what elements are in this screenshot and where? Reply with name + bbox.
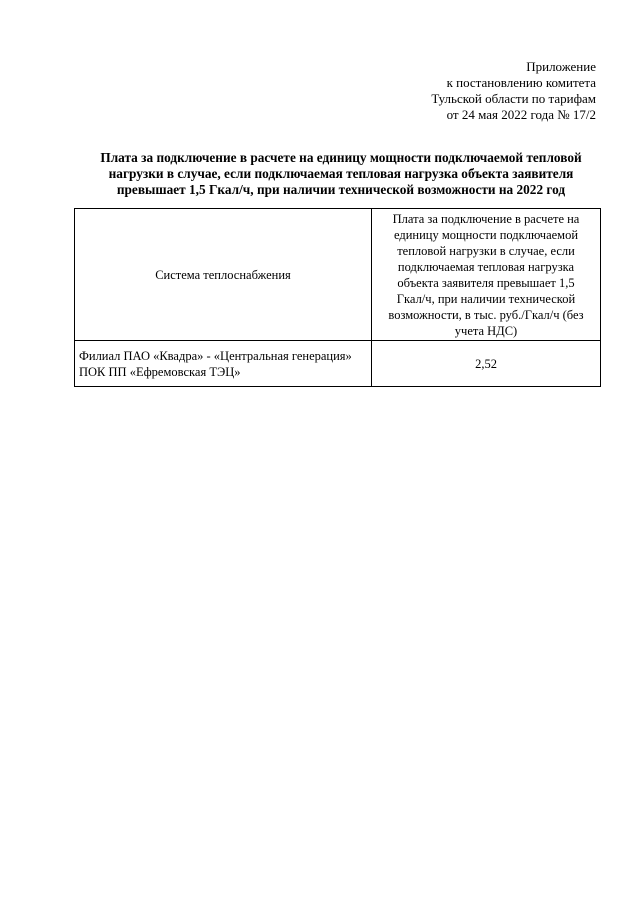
- header-fee-cell: [372, 209, 601, 341]
- header-fee-line: тепловой нагрузки в случае, если: [397, 244, 575, 258]
- appendix-line: Тульской области по тарифам: [431, 91, 596, 106]
- appendix-line: Приложение: [526, 59, 596, 74]
- appendix-line: к постановлению комитета: [446, 75, 596, 90]
- title-line: нагрузки в случае, если подключаемая тепловая нагрузка объекта заявителя: [108, 166, 574, 181]
- header-fee-line: Гкал/ч, при наличии технической: [396, 292, 576, 306]
- appendix-line: от 24 мая 2022 года № 17/2: [446, 107, 596, 122]
- system-name-line: ПОК ПП «Ефремовская ТЭЦ»: [79, 365, 241, 379]
- header-system-cell: Система теплоснабжения: [75, 209, 372, 341]
- appendix-block: [431, 59, 596, 123]
- document-title: [75, 150, 607, 198]
- title-line: Плата за подключение в расчете на единицу мощности подключаемой тепловой: [100, 150, 582, 165]
- header-fee-line: Плата за подключение в расчете на: [392, 212, 580, 226]
- header-fee-line: объекта заявителя превышает 1,5: [397, 276, 575, 290]
- header-fee-line: возможности, в тыс. руб./Гкал/ч (без: [388, 308, 584, 322]
- system-name-line: Филиал ПАО «Квадра» - «Центральная генерация»: [79, 349, 352, 363]
- title-line: превышает 1,5 Гкал/ч, при наличии технической возможности на 2022 год: [116, 182, 566, 197]
- fee-value-cell: 2,52: [372, 341, 601, 387]
- header-fee-line: учета НДС): [454, 324, 518, 338]
- table-header-row: [75, 209, 601, 341]
- header-fee-line: единицу мощности подключаемой: [393, 228, 579, 242]
- table-row: [75, 341, 601, 387]
- system-name-cell: [75, 341, 372, 387]
- header-fee-line: подключаемая тепловая нагрузка: [397, 260, 575, 274]
- tariff-table: [74, 208, 601, 387]
